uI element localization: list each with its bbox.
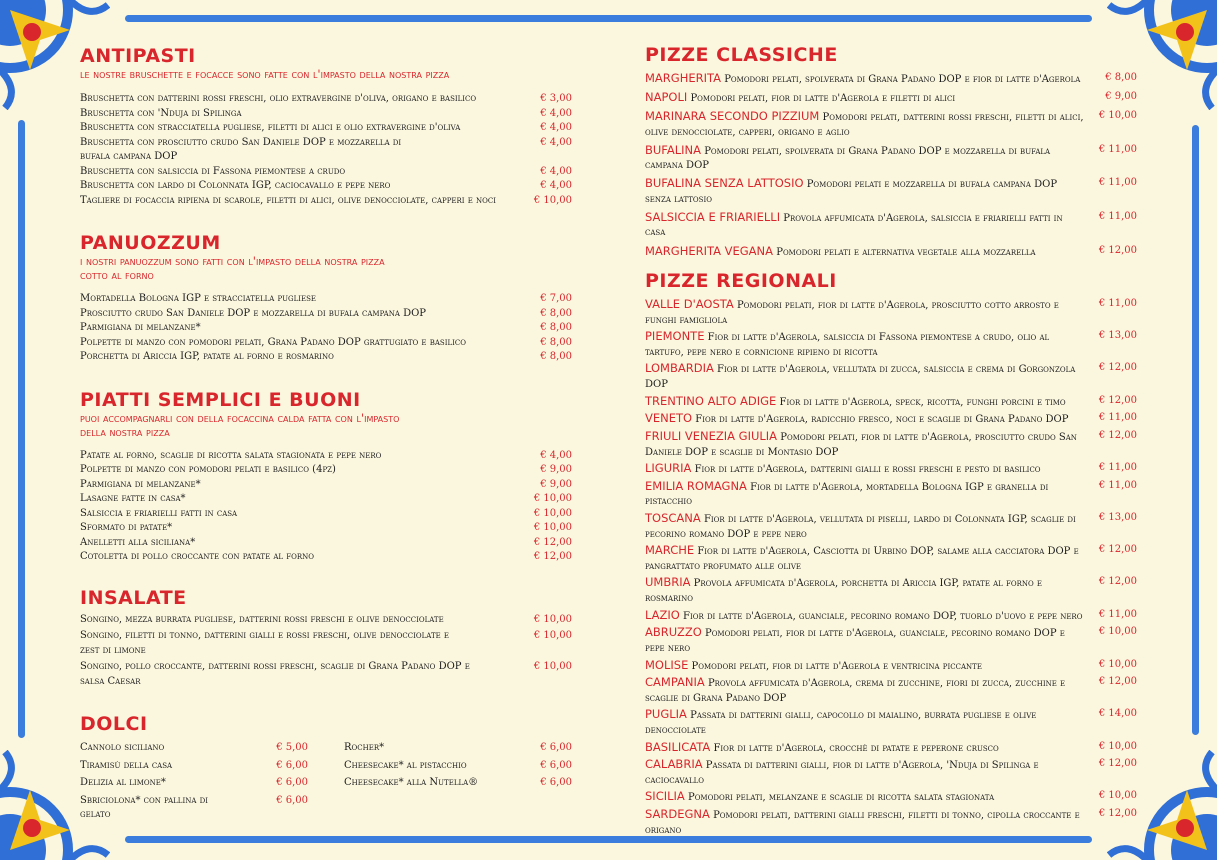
pizza-description <box>645 109 1137 140</box>
pizza-price: € 12,00 <box>1098 430 1137 441</box>
menu-item: Cheesecake* al pistacchio € 6,00 <box>344 759 572 771</box>
menu-item: Rocher* € 6,00 <box>344 742 572 753</box>
pizza-name: MOLISE <box>645 657 689 672</box>
pizza-description <box>645 757 1137 788</box>
pizza-name: LIGURIA <box>645 461 692 476</box>
pizza-price: € 11,00 <box>1098 412 1137 424</box>
menu-item: Parmigiana di melanzane* € 8,00 <box>80 322 572 333</box>
menu-item: Mortadella Bologna IGP e stracciatella pugliese € 7,00 <box>80 293 572 304</box>
left-border-bar <box>18 120 25 738</box>
pizza-price: € 12,00 <box>1098 244 1137 256</box>
pizza-ingredients: Pomodori pelati, spolverata di Grana Padano DOP e fior di latte d'Agerola <box>724 74 1081 85</box>
pizza-name: CALABRIA <box>645 757 703 772</box>
pizza-item <box>645 740 1137 757</box>
pizza-description <box>645 90 1137 107</box>
section-pizze-regionali <box>645 270 1137 838</box>
pizza-price: € 13,00 <box>1098 512 1137 524</box>
menu-item: Anelletti alla siciliana* € 12,00 <box>80 536 572 548</box>
pizza-item <box>645 429 1137 460</box>
pizza-description <box>645 71 1137 88</box>
pizza-item <box>645 71 1137 88</box>
pizza-item <box>645 297 1137 328</box>
pizza-description <box>645 329 1137 360</box>
pizza-name: PIEMONTE <box>645 329 705 344</box>
pizza-name: SALSICCIA E FRIARIELLI <box>645 209 781 224</box>
pizza-item <box>645 394 1137 411</box>
pizza-ingredients: Pomodori pelati, datterini rossi freschi, filetti di alici, olive denocciolate, capperi, origano e aglio <box>645 112 1084 138</box>
pizza-description <box>645 394 1137 411</box>
pizza-description <box>645 707 1137 738</box>
pizza-description <box>645 658 1137 675</box>
section-title: INSALATE <box>80 586 187 609</box>
pizza-item <box>645 575 1137 606</box>
pizza-ingredients: Pomodori pelati, fior di latte d'Agerola, prosciutto cotto arrosto e funghi famigliola <box>645 300 1059 326</box>
section-title: DOLCI <box>80 713 148 735</box>
section-title: PIZZE CLASSICHE <box>645 44 838 66</box>
menu-item: Cotoletta di pollo croccante con patate al forno € 12,00 <box>80 551 572 562</box>
pizza-name: BASILICATA <box>645 739 711 754</box>
pizza-description <box>645 411 1137 428</box>
pizza-ingredients: Fior di latte d'Agerola, datterini gialli e rossi freschi e pesto di basilico <box>694 464 1041 476</box>
pizza-description <box>645 143 1137 174</box>
pizza-price: € 14,00 <box>1098 708 1137 720</box>
menu-item: Songino, pollo croccante, datterini rossi freschi, scaglie di Grana Padano DOP e salsa Caesar € 10,00 <box>80 661 572 687</box>
pizza-price: € 10,00 <box>1098 110 1137 122</box>
menu-item: Bruschetta con lardo di Colonnata IGP, caciocavallo e pepe nero € 4,00 <box>80 180 572 191</box>
pizza-item <box>645 210 1137 241</box>
menu-item: Salsiccia e friarielli fatti in casa € 10,00 <box>80 507 572 519</box>
pizza-ingredients: Provola affumicata d'Agerola, crema di zucchine, fiori di zucca, zucchine e scaglie di Grana Padano DOP <box>645 678 1066 704</box>
pizza-price: € 12,00 <box>1098 676 1137 688</box>
pizza-name: ABRUZZO <box>645 625 702 640</box>
pizza-item <box>645 789 1137 806</box>
section-antipasti <box>80 45 572 208</box>
pizza-description <box>645 543 1137 574</box>
pizza-price: € 8,00 <box>1105 72 1137 83</box>
section-subtitle: puoi accompagnarli con della focaccina calda fatta con l'impasto della nostra pizza <box>80 410 400 439</box>
pizza-item <box>645 707 1137 738</box>
menu-item: Sbriciolona* con pallina di gelato € 6,00 <box>80 794 308 820</box>
pizza-description <box>645 807 1137 838</box>
pizza-price: € 12,00 <box>1098 394 1137 406</box>
pizza-ingredients: Pomodori pelati, datterini gialli freschi, filetti di tonno, cipolla croccante e origano <box>645 810 1080 836</box>
menu-item: Parmigiana di melanzane* € 9,00 <box>80 478 572 490</box>
pizza-item <box>645 658 1137 675</box>
pizza-price: € 12,00 <box>1098 544 1137 556</box>
pizza-ingredients: Passata di datterini gialli, fior di latte d'Agerola, 'Nduja di Spilinga e caciocavallo <box>645 760 1039 786</box>
menu-item: Patate al forno, scaglie di ricotta salata stagionata e pepe nero € 4,00 <box>80 449 572 461</box>
pizza-item <box>645 807 1137 838</box>
section-subtitle: le nostre bruschette e focacce sono fatte con l'impasto della nostra pizza <box>80 67 450 81</box>
pizza-ingredients: Fior di latte d'Agerola, speck, ricotta, funghi porcini e timo <box>779 396 1066 408</box>
pizza-ingredients: Pomodori pelati e alternativa vegetale alla mozzarella <box>776 246 1036 258</box>
pizza-name: EMILIA ROMAGNA <box>645 478 747 493</box>
pizza-name: LOMBARDIA <box>645 361 714 376</box>
pizza-name: LAZIO <box>645 607 680 622</box>
pizza-item <box>645 543 1137 574</box>
pizza-ingredients: Fior di latte d'Agerola, crocchè di patate e peperone crusco <box>713 742 999 754</box>
pizza-ingredients: Pomodori pelati, fior di latte d'Agerola e ventricina piccante <box>691 660 982 672</box>
pizza-ingredients: Fior di latte d'Agerola, radicchio fresco, noci e scaglie di Grana Padano DOP <box>695 414 1069 426</box>
pizza-ingredients: Fior di latte d'Agerola, Casciotta di Urbino DOP, salame alla cacciatora DOP e pangrattato profumato alle olive <box>645 546 1079 572</box>
pizza-description <box>645 479 1137 510</box>
pizza-description <box>645 740 1137 757</box>
section-title: PIZZE REGIONALI <box>645 270 837 293</box>
pizza-item <box>645 244 1137 261</box>
pizza-description <box>645 244 1137 261</box>
menu-item: Cannolo siciliano € 5,00 <box>80 742 308 753</box>
menu-item: Prosciutto crudo San Daniele DOP e mozzarella di bufala campana DOP € 8,00 <box>80 307 572 319</box>
pizza-name: MARGHERITA VEGANA <box>645 243 774 258</box>
pizza-name: MARINARA SECONDO PIZZIUM <box>645 109 820 124</box>
pizza-item <box>645 479 1137 510</box>
pizza-ingredients: Fior di latte d'Agerola, mortadella Bologna IGP e granella di pistacchio <box>645 481 1049 508</box>
menu-item: Bruschetta con prosciutto crudo San Daniele DOP e mozzarella di bufala campana DOP € 4,00 <box>80 136 572 162</box>
menu-item: Bruschetta con datterini rossi freschi, olio extravergine d'oliva, origano e basilico € 3,00 <box>80 93 572 104</box>
pizza-price: € 10,00 <box>1098 658 1137 670</box>
pizza-description <box>645 297 1137 328</box>
pizza-item <box>645 329 1137 360</box>
pizza-item <box>645 675 1137 706</box>
pizza-price: € 12,00 <box>1098 362 1137 374</box>
pizza-name: TRENTINO ALTO ADIGE <box>645 393 777 408</box>
pizza-item <box>645 411 1137 428</box>
section-subtitle: i nostri panuozzum sono fatti con l'impasto della nostra pizza cotto al forno <box>80 254 385 282</box>
pizza-name: BUFALINA SENZA LATTOSIO <box>645 176 804 191</box>
pizza-ingredients: Fior di latte d'Agerola, vellutata di zucca, salsiccia e crema di Gorgonzola DOP <box>645 364 1076 390</box>
section-pizze-classiche <box>645 44 1137 260</box>
section-title: PANUOZZUM <box>80 232 221 254</box>
pizza-name: PUGLIA <box>645 707 687 722</box>
pizza-ingredients: Provola affumicata d'Agerola, salsiccia e friarielli fatti in casa <box>645 212 1063 239</box>
pizza-name: VENETO <box>645 411 693 426</box>
pizza-item <box>645 757 1137 788</box>
menu-item: Tiramisù della casa € 6,00 <box>80 759 308 771</box>
pizza-name: SARDEGNA <box>645 807 710 822</box>
pizza-description <box>645 461 1137 478</box>
menu-item: Songino, mezza burrata pugliese, datterini rossi freschi e olive denocciolate € 10,00 <box>80 613 572 625</box>
pizza-ingredients: Pomodori pelati, fior di latte d'Agerola, prosciutto crudo San Daniele DOP e scaglie di Montasio DOP <box>645 432 1077 458</box>
pizza-name: FRIULI VENEZIA GIULIA <box>645 429 778 443</box>
pizza-price: € 12,00 <box>1098 576 1137 588</box>
left-column <box>80 45 572 823</box>
pizza-price: € 11,00 <box>1098 177 1137 189</box>
section-panuozzum <box>80 232 572 365</box>
pizza-item <box>645 361 1137 392</box>
pizza-item <box>645 608 1137 625</box>
pizza-description <box>645 789 1137 806</box>
pizza-name: CAMPANIA <box>645 675 705 690</box>
pizza-ingredients: Pomodori pelati, spolverata di Grana Padano DOP e mozzarella di bufala campana DOP <box>645 145 1051 172</box>
pizza-description <box>645 608 1137 625</box>
pizza-price: € 10,00 <box>1098 626 1137 638</box>
pizza-ingredients: Pomodori pelati e mozzarella di bufala campana DOP senza lattosio <box>645 179 1058 205</box>
pizza-name: UMBRIA <box>645 575 691 590</box>
pizza-ingredients: Passata di datterini gialli, capocollo di maialino, burrata pugliese e olive denocciolate <box>645 710 1037 736</box>
pizza-name: MARCHE <box>645 543 695 558</box>
pizza-price: € 13,00 <box>1098 330 1137 342</box>
pizza-description <box>645 210 1137 241</box>
right-border-bar <box>1192 125 1199 735</box>
pizza-description <box>645 429 1137 460</box>
pizza-ingredients: Pomodori pelati, fior di latte d'Agerola e filetti di alici <box>690 93 956 105</box>
pizza-ingredients: Pomodori pelati, melanzane e scaglie di ricotta salata stagionata <box>687 792 995 804</box>
pizza-price: € 11,00 <box>1098 298 1137 310</box>
menu-item: Tagliere di focaccia ripiena di scarole, filetti di alici, olive denocciolate, capperi e noci € 10,00 <box>80 194 572 206</box>
pizza-price: € 9,00 <box>1105 91 1137 103</box>
pizza-ingredients: Provola affumicata d'Agerola, porchetta di Ariccia IGP, patate al forno e rosmarino <box>645 578 1043 604</box>
menu-item: Porchetta di Ariccia IGP, patate al forno e rosmarino € 8,00 <box>80 351 572 362</box>
menu-item: Songino, filetti di tonno, datterini gialli e rossi freschi, olive denocciolate e zest di limone € 10,00 <box>80 630 572 656</box>
menu-item: Sformato di patate* € 10,00 <box>80 522 572 533</box>
pizza-ingredients: Fior di latte d'Agerola, salsiccia di Fassona piemontese a crudo, olio al tartufo, pepe nero e cornicione ripieno di ricotta <box>645 332 1050 358</box>
pizza-ingredients: Pomodori pelati, fior di latte d'Agerola, guanciale, pecorino romano DOP e pepe nero <box>645 628 1065 654</box>
pizza-price: € 12,00 <box>1098 758 1137 770</box>
section-insalate <box>80 587 572 690</box>
menu-item: Delizia al limone* € 6,00 <box>80 777 308 788</box>
pizza-name: MARGHERITA <box>645 71 721 85</box>
menu-item: Cheesecake* alla Nutella® € 6,00 <box>344 777 572 788</box>
pizza-name: SICILIA <box>645 789 685 804</box>
pizza-name: NAPOLI <box>645 90 688 105</box>
pizza-ingredients: Fior di latte d'Agerola, vellutata di piselli, lardo di Colonnata IGP, scaglie di pecorino romano DOP e pepe nero <box>645 514 1076 540</box>
menu-item: Polpette di manzo con pomodori pelati e basilico (4pz) € 9,00 <box>80 464 572 475</box>
menu-item: Bruschetta con stracciatella pugliese, filetti di alici e olio extravergine d'oliva € 4,00 <box>80 122 572 133</box>
top-border-bar <box>125 15 1092 22</box>
section-piatti-semplici <box>80 389 572 565</box>
pizza-item <box>645 143 1137 174</box>
menu-item: Bruschetta con 'Nduja di Spilinga € 4,00 <box>80 107 572 119</box>
pizza-price: € 11,00 <box>1098 210 1137 222</box>
pizza-description <box>645 511 1137 542</box>
pizza-name: VALLE D'AOSTA <box>645 297 734 312</box>
right-column <box>645 44 1137 839</box>
pizza-price: € 10,00 <box>1098 790 1137 802</box>
pizza-item <box>645 461 1137 478</box>
pizza-item <box>645 625 1137 656</box>
menu-item: Polpette di manzo con pomodori pelati, Grana Padano DOP grattugiato e basilico € 8,00 <box>80 336 572 348</box>
pizza-item <box>645 109 1137 140</box>
pizza-description <box>645 176 1137 207</box>
pizza-item <box>645 90 1137 107</box>
section-dolci <box>80 713 572 823</box>
pizza-description <box>645 675 1137 706</box>
section-title: PIATTI SEMPLICI E BUONI <box>80 388 361 411</box>
section-title: ANTIPASTI <box>80 45 196 67</box>
pizza-description <box>645 575 1137 606</box>
pizza-ingredients: Fior di latte d'Agerola, guanciale, pecorino romano DOP, tuorlo d'uovo e pepe nero <box>683 610 1083 622</box>
pizza-price: € 10,00 <box>1098 740 1137 752</box>
pizza-name: BUFALINA <box>645 142 702 157</box>
menu-item: Bruschetta con salsiccia di Fassona piemontese a crudo € 4,00 <box>80 165 572 177</box>
pizza-price: € 11,00 <box>1098 462 1137 474</box>
pizza-description <box>645 361 1137 392</box>
pizza-price: € 11,00 <box>1098 479 1137 491</box>
pizza-item <box>645 176 1137 207</box>
pizza-price: € 11,00 <box>1098 608 1137 620</box>
pizza-price: € 12,00 <box>1098 808 1137 820</box>
pizza-item <box>645 511 1137 542</box>
pizza-name: TOSCANA <box>645 511 701 526</box>
pizza-price: € 11,00 <box>1098 143 1137 155</box>
menu-item: Lasagne fatte in casa* € 10,00 <box>80 493 572 504</box>
pizza-description <box>645 625 1137 656</box>
